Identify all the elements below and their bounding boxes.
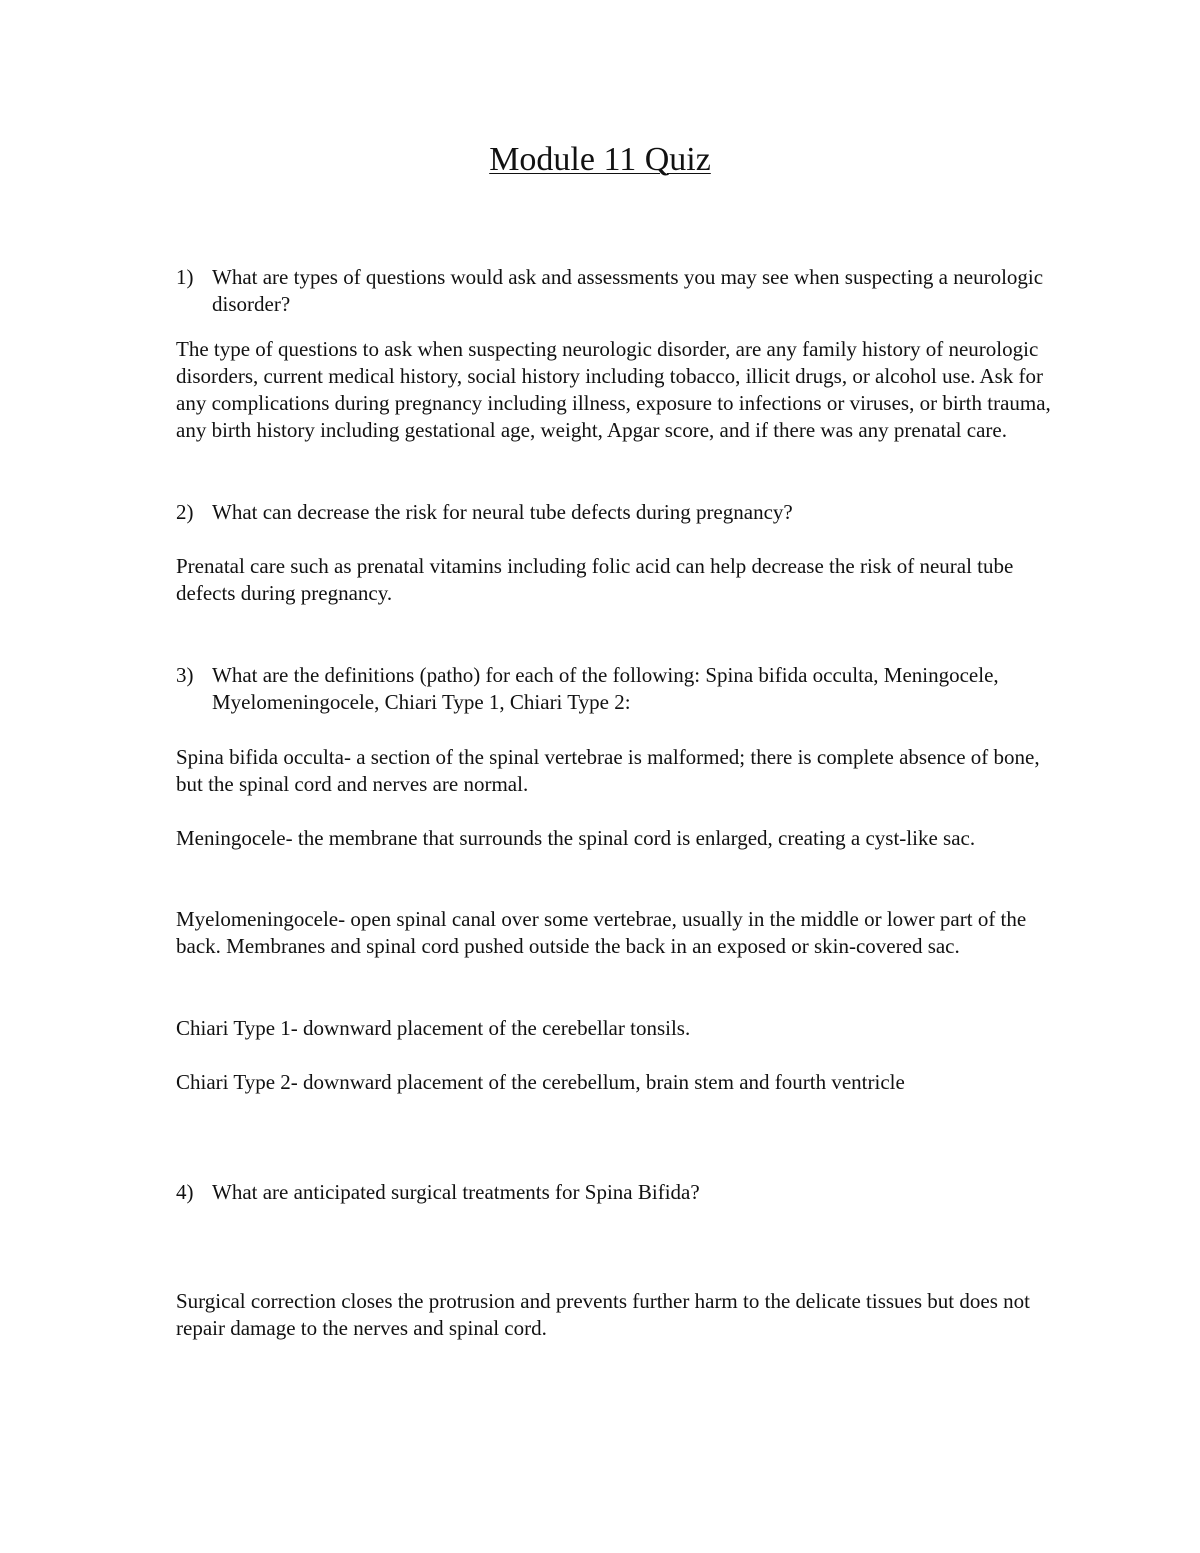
question-4 xyxy=(176,1179,1097,1206)
question-number: 2) xyxy=(176,500,194,524)
answer-3-meningocele: Meningocele- the membrane that surrounds the spinal cord is enlarged, creating a cyst-like sac. xyxy=(176,826,976,850)
answer-3-spina-bifida-occulta: Spina bifida occulta- a section of the spinal vertebrae is malformed; there is complete absence of bone, but the spinal cord and nerves are normal. xyxy=(176,745,1040,796)
question-2 xyxy=(176,499,1097,526)
question-text: What are the definitions (patho) for each of the following: Spina bifida occulta, Meningocele, Myelomeningocele, Chiari Type 1, Chiari Type 2: xyxy=(212,663,999,714)
question-text: What are types of questions would ask and assessments you may see when suspecting a neurologic disorder? xyxy=(212,265,1044,316)
answer-1: The type of questions to ask when suspecting neurologic disorder, are any family history of neurologic disorders, current medical history, social history including tobacco, illicit drugs, or alcohol use. Ask for any complications during pregnancy including illness, exposure to infections or viruses, or birth trauma, any birth history including gestational age, weight, Apgar score, and if there was any prenatal care. xyxy=(176,337,1051,442)
answer-2: Prenatal care such as prenatal vitamins including folic acid can help decrease the risk of neural tube defects during pregnancy. xyxy=(176,554,1014,605)
page-title: Module 11 Quiz xyxy=(489,141,711,178)
answer-3-chiari-type-2: Chiari Type 2- downward placement of the cerebellum, brain stem and fourth ventricle xyxy=(176,1070,905,1094)
question-1 xyxy=(176,264,1097,318)
answer-4: Surgical correction closes the protrusion and prevents further harm to the delicate tissues but does not repair damage to the nerves and spinal cord. xyxy=(176,1289,1030,1340)
answer-3-chiari-type-1: Chiari Type 1- downward placement of the cerebellar tonsils. xyxy=(176,1016,691,1040)
question-text: What can decrease the risk for neural tube defects during pregnancy? xyxy=(212,500,793,524)
answer-3-myelomeningocele: Myelomeningocele- open spinal canal over some vertebrae, usually in the middle or lower part of the back. Membranes and spinal cord pushed outside the back in an exposed or skin-covered sac. xyxy=(176,907,1027,958)
question-number: 4) xyxy=(176,1180,194,1204)
question-number: 1) xyxy=(176,265,194,289)
question-number: 3) xyxy=(176,663,194,687)
question-3 xyxy=(176,662,1097,716)
question-text: What are anticipated surgical treatments for Spina Bifida? xyxy=(212,1180,700,1204)
